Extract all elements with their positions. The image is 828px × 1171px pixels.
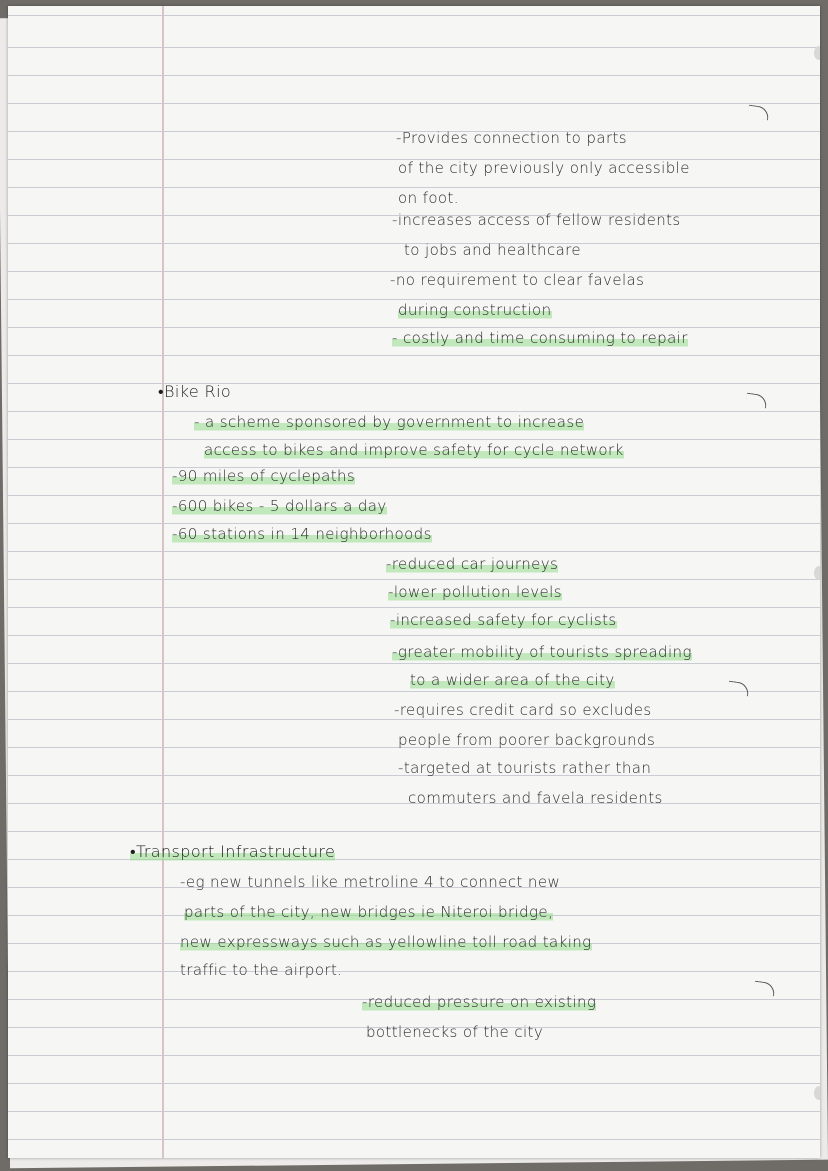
notebook-page bbox=[8, 6, 820, 1158]
note-line: to jobs and healthcare bbox=[404, 241, 582, 259]
note-line: bottlenecks of the city bbox=[366, 1023, 544, 1041]
note-line: -90 miles of cyclepaths bbox=[172, 467, 356, 485]
check-mark-icon bbox=[747, 105, 770, 121]
section-heading: •Transport Infrastructure bbox=[130, 842, 336, 861]
note-line: commuters and favela residents bbox=[408, 789, 663, 807]
punch-hole bbox=[814, 1086, 820, 1100]
note-line: -requires credit card so excludes bbox=[394, 701, 652, 719]
note-line: new expressways such as yellowline toll road taking bbox=[180, 933, 592, 951]
note-line: -increases access of fellow residents bbox=[392, 211, 681, 229]
section-heading: •Bike Rio bbox=[158, 382, 232, 401]
note-line: access to bikes and improve safety for cycle network bbox=[204, 441, 624, 459]
note-line: traffic to the airport. bbox=[180, 961, 343, 979]
note-line: -no requirement to clear favelas bbox=[390, 271, 645, 289]
check-mark-icon bbox=[753, 981, 776, 997]
note-line: to a wider area of the city bbox=[410, 671, 615, 689]
note-line: -eg new tunnels like metroline 4 to connect new bbox=[180, 873, 561, 891]
check-mark-icon bbox=[745, 393, 768, 409]
note-line: -lower pollution levels bbox=[388, 583, 562, 601]
note-line: during construction bbox=[398, 301, 552, 319]
note-line: -greater mobility of tourists spreading bbox=[392, 643, 692, 661]
note-line: -Provides connection to parts bbox=[396, 129, 628, 147]
note-line: - a scheme sponsored by government to increase bbox=[194, 413, 585, 431]
punch-hole bbox=[814, 46, 820, 60]
margin-line bbox=[162, 6, 164, 1158]
note-line: -reduced car journeys bbox=[386, 555, 559, 573]
note-line: of the city previously only accessible bbox=[398, 159, 690, 177]
note-line: -600 bikes - 5 dollars a day bbox=[172, 497, 387, 515]
note-line: -targeted at tourists rather than bbox=[398, 759, 652, 777]
note-line: -increased safety for cyclists bbox=[390, 611, 617, 629]
note-line: people from poorer backgrounds bbox=[398, 731, 656, 749]
check-mark-icon bbox=[727, 681, 750, 697]
note-line: -60 stations in 14 neighborhoods bbox=[172, 525, 432, 543]
note-line: -reduced pressure on existing bbox=[362, 993, 597, 1011]
note-line: - costly and time consuming to repair bbox=[392, 329, 688, 347]
punch-hole bbox=[814, 566, 820, 580]
note-line: on foot. bbox=[398, 189, 459, 207]
note-line: parts of the city, new bridges ie Niteroi bridge, bbox=[184, 903, 554, 921]
